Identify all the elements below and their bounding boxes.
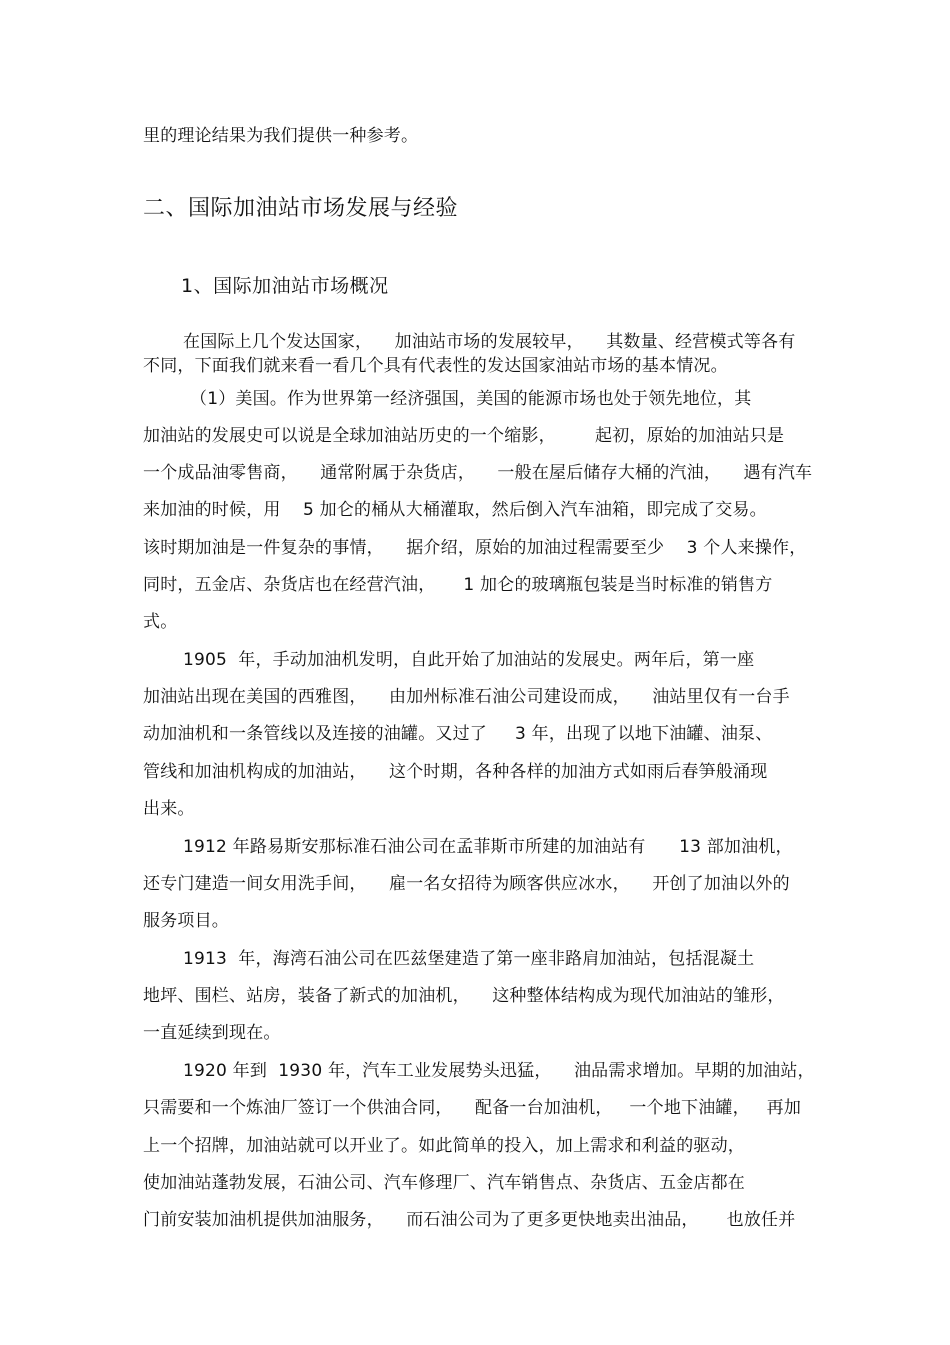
paragraph-line: 还专门建造一间女用洗手间， 雇一名女招待为顾客供应冰水， 开创了加油以外的 [143, 874, 790, 894]
subsection-heading: 1、国际加油站市场概况 [181, 275, 389, 297]
paragraph-line: 1905 年，手动加油机发明，自此开始了加油站的发展史。两年后，第一座 [183, 650, 755, 670]
paragraph-line: 式。 [143, 612, 178, 632]
paragraph-line: 门前安装加油机提供加油服务， 而石油公司为了更多更快地卖出油品， 也放任并 [143, 1210, 796, 1230]
paragraph-line: 该时期加油是一件复杂的事情， 据介绍，原始的加油过程需要至少 3 个人来操作， [143, 538, 807, 558]
paragraph-line: 动加油机和一条管线以及连接的油罐。又过了 3 年，出现了以地下油罐、油泵、 [143, 724, 773, 744]
paragraph-line: 在国际上几个发达国家， 加油站市场的发展较早， 其数量、经营模式等各有 [183, 332, 796, 352]
paragraph-line: 1920 年到 1930 年，汽车工业发展势头迅猛， 油品需求增加。早期的加油站， [183, 1061, 815, 1081]
paragraph-line: 不同，下面我们就来看一看几个具有代表性的发达国家油站市场的基本情况。 [143, 356, 728, 376]
text-line: 里的理论结果为我们提供一种参考。 [143, 126, 419, 146]
paragraph-line: 加油站的发展史可以说是全球加油站历史的一个缩影， 起初，原始的加油站只是 [143, 426, 785, 446]
paragraph-line: 出来。 [143, 799, 195, 819]
paragraph-line: 管线和加油机构成的加油站， 这个时期，各种各样的加油方式如雨后春笋般涌现 [143, 762, 768, 782]
paragraph-line: 上一个招牌，加油站就可以开业了。如此简单的投入，加上需求和利益的驱动， [143, 1136, 745, 1156]
paragraph-line: 只需要和一个炼油厂签订一个供油合同， 配备一台加油机， 一个地下油罐， 再加 [143, 1098, 802, 1118]
paragraph-line: 一直延续到现在。 [143, 1023, 281, 1043]
paragraph-line: 1912 年路易斯安那标准石油公司在孟菲斯市所建的加油站有 13 部加油机， [183, 837, 793, 857]
paragraph-line: 同时，五金店、杂货店也在经营汽油， 1 加仑的玻璃瓶包装是当时标准的销售方 [143, 575, 773, 595]
paragraph-line: （1）美国。作为世界第一经济强国，美国的能源市场也处于领先地位，其 [190, 389, 752, 409]
paragraph-line: 服务项目。 [143, 911, 229, 931]
paragraph-line: 使加油站蓬勃发展，石油公司、汽车修理厂、汽车销售点、杂货店、五金店都在 [143, 1173, 745, 1193]
paragraph-line: 来加油的时候，用 5 加仑的桶从大桶灌取，然后倒入汽车油箱，即完成了交易。 [143, 500, 767, 520]
paragraph-line: 加油站出现在美国的西雅图， 由加州标准石油公司建设而成， 油站里仅有一台手 [143, 687, 790, 707]
paragraph-line: 地坪、围栏、站房，装备了新式的加油机， 这种整体结构成为现代加油站的雏形， [143, 986, 785, 1006]
paragraph-line: 1913 年，海湾石油公司在匹兹堡建造了第一座非路肩加油站，包括混凝土 [183, 949, 755, 969]
section-heading: 二、国际加油站市场发展与经验 [143, 196, 459, 221]
paragraph-line: 一个成品油零售商， 通常附属于杂货店， 一般在屋后储存大桶的汽油， 遇有汽车 [143, 463, 813, 483]
